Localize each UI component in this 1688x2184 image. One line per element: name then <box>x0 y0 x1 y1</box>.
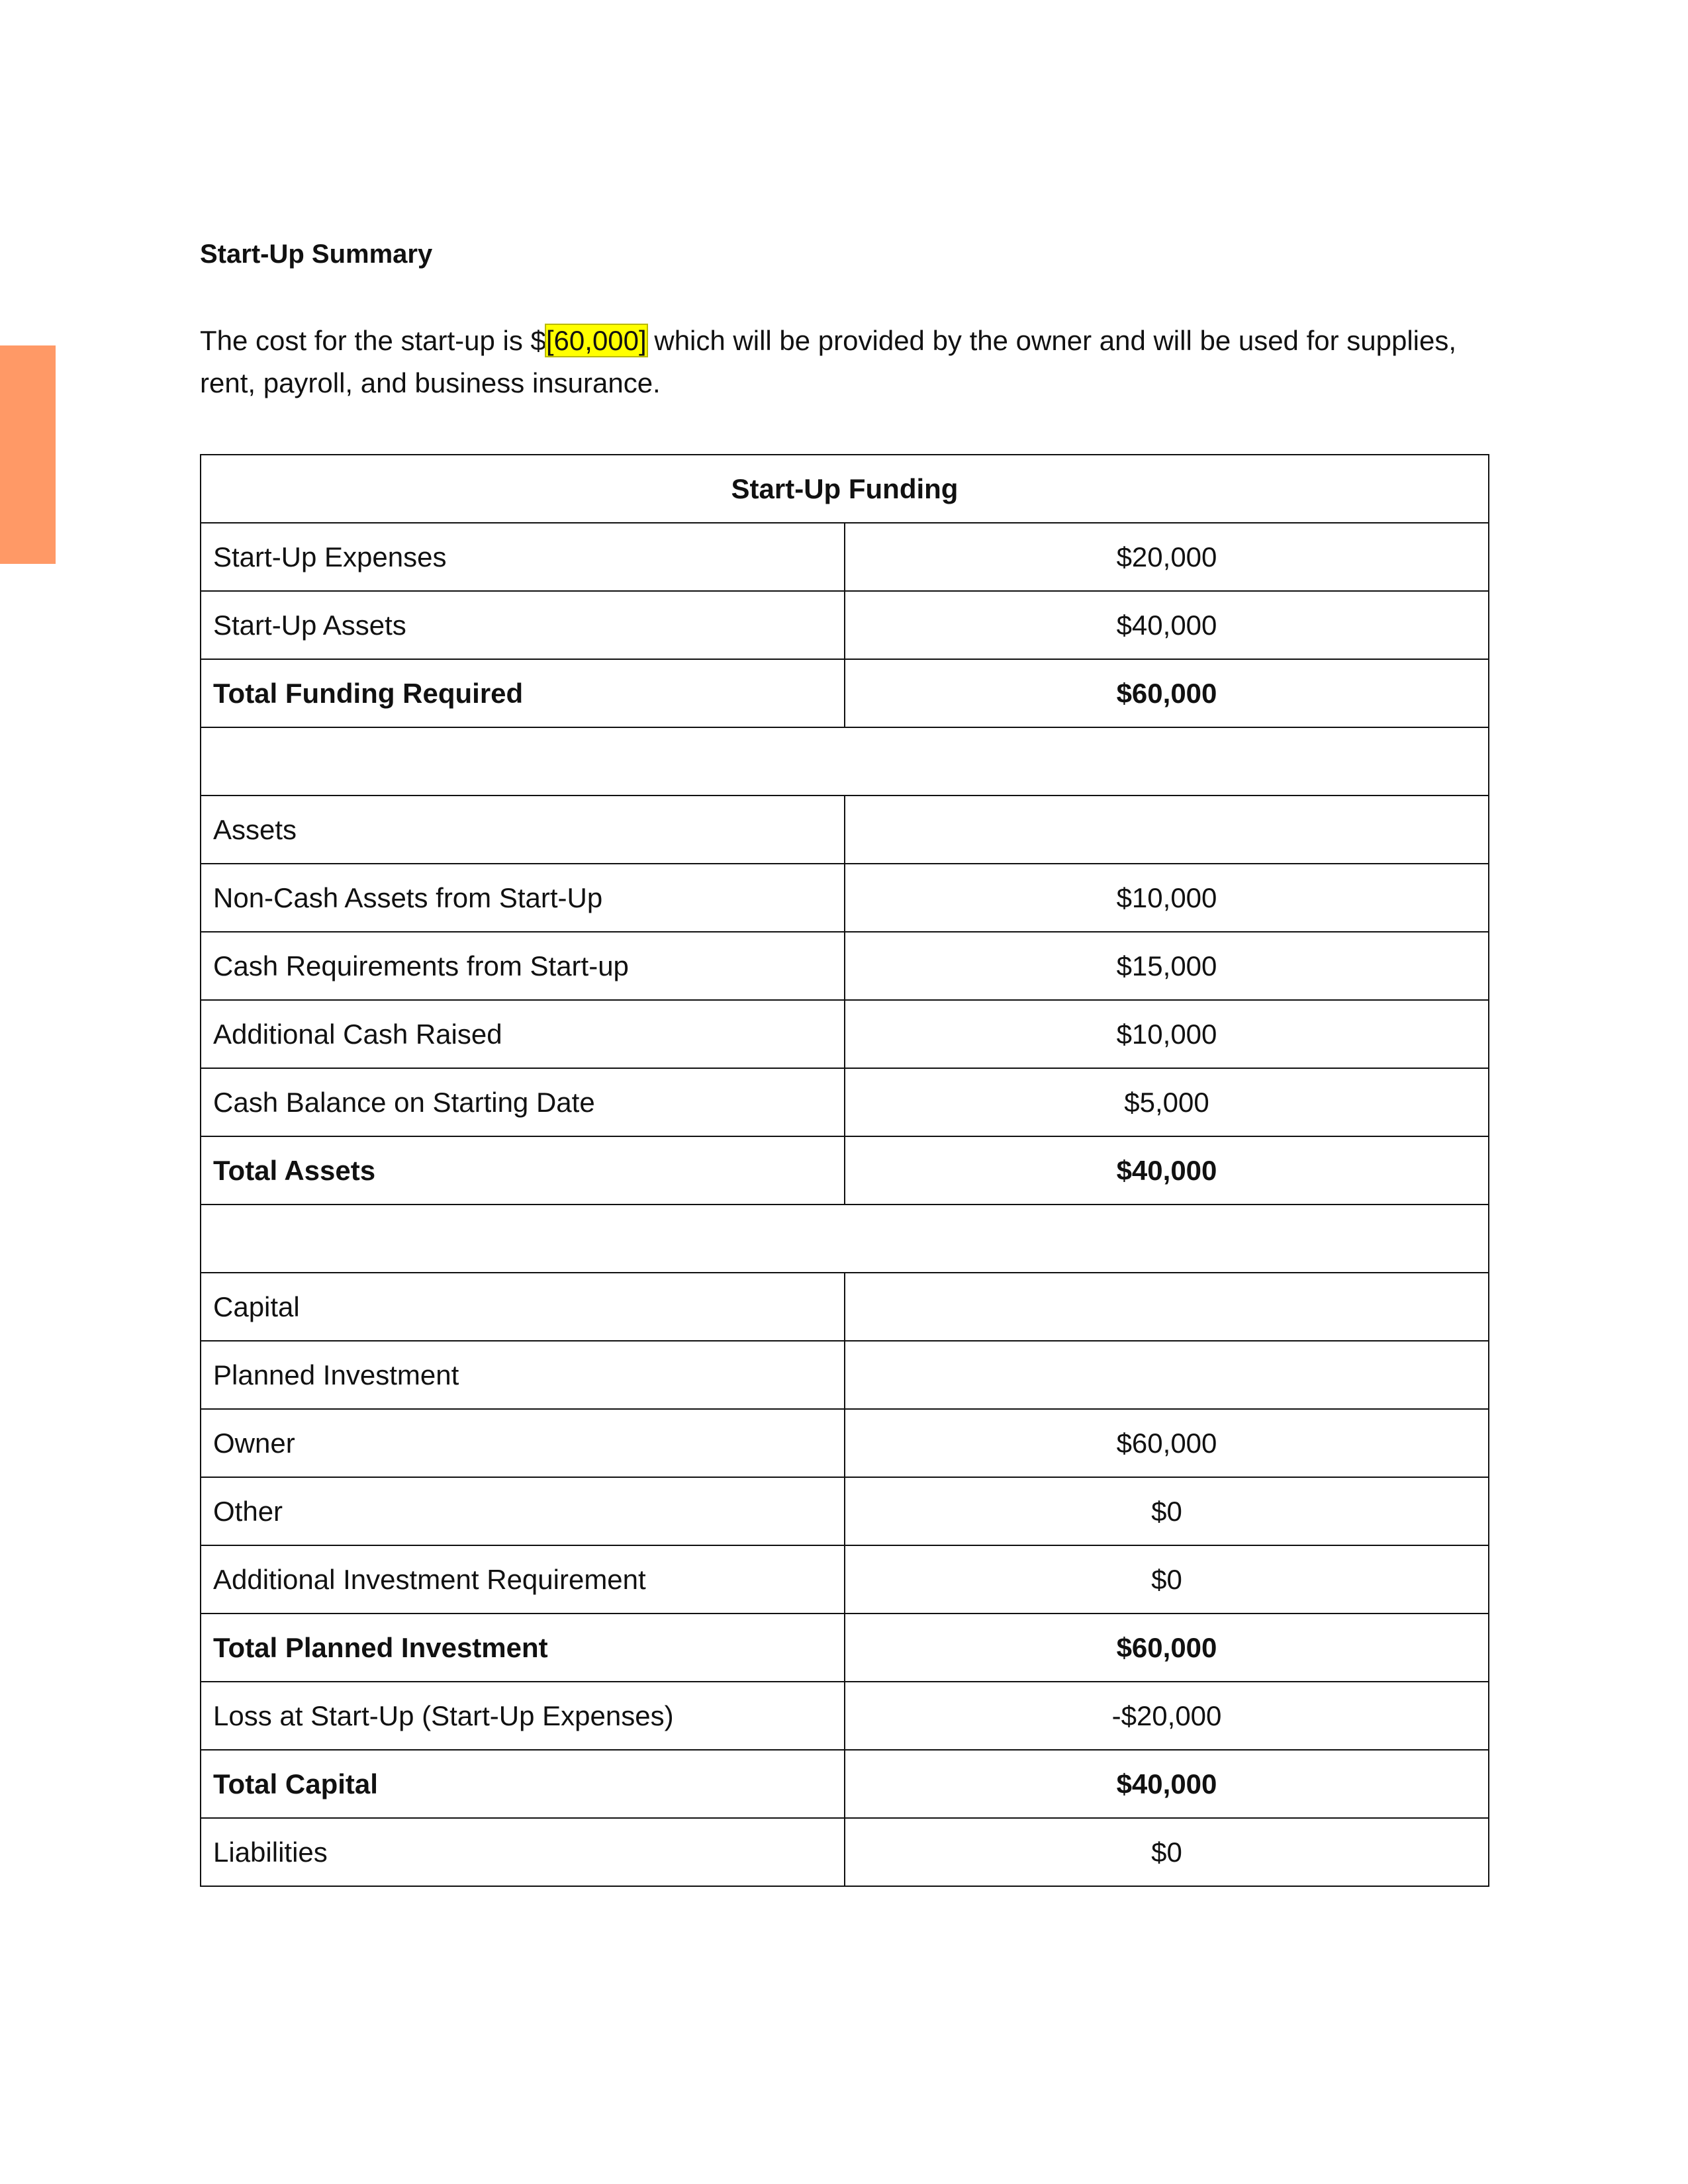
row-value: $40,000 <box>845 1136 1489 1205</box>
row-value: $20,000 <box>845 523 1489 591</box>
spacer-cell <box>201 727 1489 796</box>
row-label: Additional Cash Raised <box>201 1000 845 1068</box>
row-label: Assets <box>201 796 845 864</box>
spacer-row <box>201 727 1489 796</box>
startup-funding-table <box>200 454 1489 1887</box>
row-value: $0 <box>845 1545 1489 1614</box>
row-value: $60,000 <box>845 659 1489 727</box>
row-value: $0 <box>845 1477 1489 1545</box>
table-row <box>201 864 1489 932</box>
row-value: $10,000 <box>845 1000 1489 1068</box>
row-label: Owner <box>201 1409 845 1477</box>
row-value: -$20,000 <box>845 1682 1489 1750</box>
table-row <box>201 523 1489 591</box>
row-label: Capital <box>201 1273 845 1341</box>
table-row <box>201 1682 1489 1750</box>
row-label: Cash Balance on Starting Date <box>201 1068 845 1136</box>
row-value: $40,000 <box>845 1750 1489 1818</box>
table-header: Start-Up Funding <box>201 455 1489 523</box>
row-label: Total Planned Investment <box>201 1614 845 1682</box>
row-label: Total Funding Required <box>201 659 845 727</box>
table-row <box>201 1750 1489 1818</box>
row-value: $40,000 <box>845 591 1489 659</box>
intro-text-after: which will be provided by the owner and will be used for supplies, rent, payroll, and business insurance. <box>200 325 1457 398</box>
table-header-row <box>201 455 1489 523</box>
row-value: $60,000 <box>845 1409 1489 1477</box>
table-row <box>201 1068 1489 1136</box>
row-label: Cash Requirements from Start-up <box>201 932 845 1000</box>
row-value: $10,000 <box>845 864 1489 932</box>
table-row <box>201 1545 1489 1614</box>
spacer-cell <box>201 1205 1489 1273</box>
table-row <box>201 1341 1489 1409</box>
highlighted-amount: [60,000] <box>545 325 647 356</box>
row-label: Total Capital <box>201 1750 845 1818</box>
document-body <box>200 238 1497 1887</box>
table-row <box>201 659 1489 727</box>
row-value <box>845 1341 1489 1409</box>
row-value: $15,000 <box>845 932 1489 1000</box>
section-title: Start-Up Summary <box>200 240 433 269</box>
spacer-row <box>201 1205 1489 1273</box>
side-accent-tab <box>0 345 56 564</box>
row-label: Planned Investment <box>201 1341 845 1409</box>
table-row <box>201 932 1489 1000</box>
row-label: Loss at Start-Up (Start-Up Expenses) <box>201 1682 845 1750</box>
intro-text-before: The cost for the start-up is $ <box>200 325 546 356</box>
row-label: Additional Investment Requirement <box>201 1545 845 1614</box>
table-row <box>201 796 1489 864</box>
row-label: Liabilities <box>201 1818 845 1886</box>
table-row <box>201 1136 1489 1205</box>
row-label: Start-Up Assets <box>201 591 845 659</box>
row-value: $60,000 <box>845 1614 1489 1682</box>
row-label: Start-Up Expenses <box>201 523 845 591</box>
row-label: Other <box>201 1477 845 1545</box>
row-value <box>845 1273 1489 1341</box>
row-value: $5,000 <box>845 1068 1489 1136</box>
row-value <box>845 796 1489 864</box>
table-row <box>201 1614 1489 1682</box>
table-row <box>201 1818 1489 1886</box>
row-label: Total Assets <box>201 1136 845 1205</box>
row-value: $0 <box>845 1818 1489 1886</box>
intro-paragraph <box>200 320 1497 404</box>
table-row <box>201 1477 1489 1545</box>
row-label: Non-Cash Assets from Start-Up <box>201 864 845 932</box>
table-row <box>201 1409 1489 1477</box>
table-row <box>201 591 1489 659</box>
table-row <box>201 1273 1489 1341</box>
table-row <box>201 1000 1489 1068</box>
